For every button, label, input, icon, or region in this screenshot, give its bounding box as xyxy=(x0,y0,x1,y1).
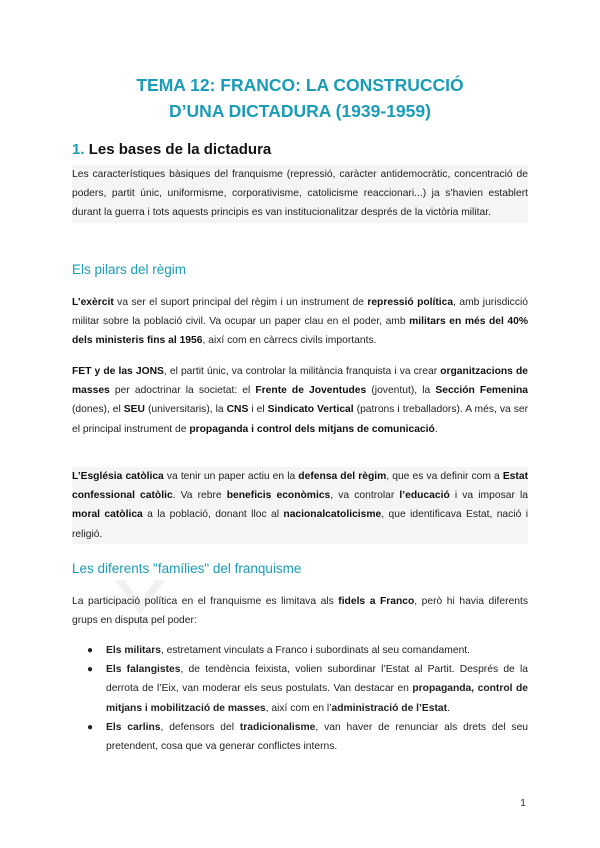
text: , que identificava Estat, nació i religió. xyxy=(72,509,528,540)
text: (universitaris), la xyxy=(144,404,227,416)
families-heading: Les diferents "famílies" del franquisme xyxy=(72,561,302,576)
bold-text: L’Església catòlica xyxy=(72,471,164,482)
title-line-1: TEMA 12: FRANCO: LA CONSTRUCCIÓ xyxy=(136,75,464,95)
text: , així com en l’ xyxy=(265,702,332,714)
document-title xyxy=(0,72,600,124)
text: . Va rebre xyxy=(172,490,227,502)
families-intro xyxy=(72,592,528,630)
bold-text: Sindicato Vertical xyxy=(267,404,354,416)
section-1-title: Les bases de la dictadura xyxy=(88,141,272,158)
bold-text: propaganda i control dels mitjans de comunicació xyxy=(189,423,435,435)
bold-text: repressió política xyxy=(367,297,454,308)
text: va tenir un paper actiu en la xyxy=(163,471,299,482)
bold-text: Sección Femenina xyxy=(435,385,528,397)
bold-text: FET y de las JONS xyxy=(72,366,164,377)
bold-text: L’exèrcit xyxy=(72,297,114,308)
bold-text: defensa del règim xyxy=(298,471,387,482)
bold-text: organitzacions de masses xyxy=(72,366,528,397)
text: , el partit únic, va controlar la militància franquista i va crear xyxy=(163,366,441,377)
bold-text: Els militars xyxy=(106,645,161,656)
paragraph-esglesia xyxy=(72,467,528,544)
text: , defensors del xyxy=(160,721,240,733)
families-list xyxy=(72,641,528,756)
text: . xyxy=(434,423,438,435)
text: , així com en càrrecs civils importants. xyxy=(202,335,377,347)
list-item-falangistes xyxy=(72,660,528,718)
bullet-icon: ● xyxy=(87,721,94,733)
bold-text: nacionalcatolicisme xyxy=(283,509,382,521)
bold-text: Estat confessional catòlic xyxy=(72,471,528,502)
bold-text: l’educació xyxy=(399,490,450,502)
bold-text: propaganda, control de mitjans i mobilització de masses xyxy=(106,683,528,714)
page-number: 1 xyxy=(520,797,526,809)
text: , però hi havia diferents grups en disputa pel poder: xyxy=(72,596,528,627)
list-item-carlins xyxy=(72,718,528,756)
text: , va controlar xyxy=(330,490,400,502)
text: , van haver de renunciar als drets del seu pretendent, cosa que va generar conflictes interns. xyxy=(106,721,529,753)
section-1-heading xyxy=(72,141,271,158)
bullet-icon: ● xyxy=(87,664,94,676)
bold-text: administració de l’Estat xyxy=(331,702,448,714)
bold-text: beneficis econòmics xyxy=(226,490,331,502)
list-item-militars xyxy=(72,641,528,660)
pilars-heading: Els pilars del règim xyxy=(72,262,187,277)
text: (dones), el xyxy=(72,404,124,416)
section-1-number: 1. xyxy=(72,141,85,158)
text: , de tendència feixista, volien subordinar l’Estat al Partit. Després de la derrota de l’Eix, van moderar els seus postulats. Van destacar en xyxy=(106,664,528,695)
text: i va imposar la xyxy=(449,490,528,502)
bold-text: tradicionalisme xyxy=(239,721,316,733)
bold-text: moral catòlica xyxy=(72,509,143,521)
bold-text: CNS xyxy=(226,404,249,416)
text: a la població, donant lloc al xyxy=(142,509,284,521)
section-1-intro: Les característiques bàsiques del franquisme (repressió, caràcter antidemocràtic, concentració de poders, partit únic, uniformisme, corporativisme, catolicisme reaccionari...) ja s’havien establert durant la guerra i tots aquests principis es van institucionalitzar després de la victòria militar. xyxy=(72,165,528,223)
text: , estretament vinculats a Franco i subordinats al seu comandament. xyxy=(160,645,471,656)
title-line-2: D’UNA DICTADURA (1939-1959) xyxy=(169,101,431,121)
bold-text: militars en més del 40% dels ministeris fins al 1956 xyxy=(72,316,528,347)
text: va ser el suport principal del règim i un instrument de xyxy=(113,297,368,308)
paragraph-exercit xyxy=(72,293,528,351)
bullet-icon: ● xyxy=(87,645,94,656)
text: (joventut), la xyxy=(366,385,436,397)
bold-text: Els carlins xyxy=(106,721,161,733)
text: La participació política en el franquisme es limitava als xyxy=(72,596,339,607)
text: i el xyxy=(248,404,268,416)
text: per adoctrinar la societat: el xyxy=(109,385,256,397)
paragraph-fet-jons xyxy=(72,362,528,439)
bold-text: fidels a Franco xyxy=(338,596,415,607)
text: , amb jurisdicció militar sobre la població civil. Va ocupar un paper clau en el poder, amb xyxy=(72,297,528,328)
bold-text: SEU xyxy=(123,404,145,416)
text: . xyxy=(447,702,450,714)
text: (patrons i treballadors). A més, va ser el principal instrument de xyxy=(72,404,529,435)
bold-text: Frente de Joventudes xyxy=(255,385,367,397)
text: , que es va definir com a xyxy=(386,471,503,482)
bold-text: Els falangistes xyxy=(106,664,181,676)
